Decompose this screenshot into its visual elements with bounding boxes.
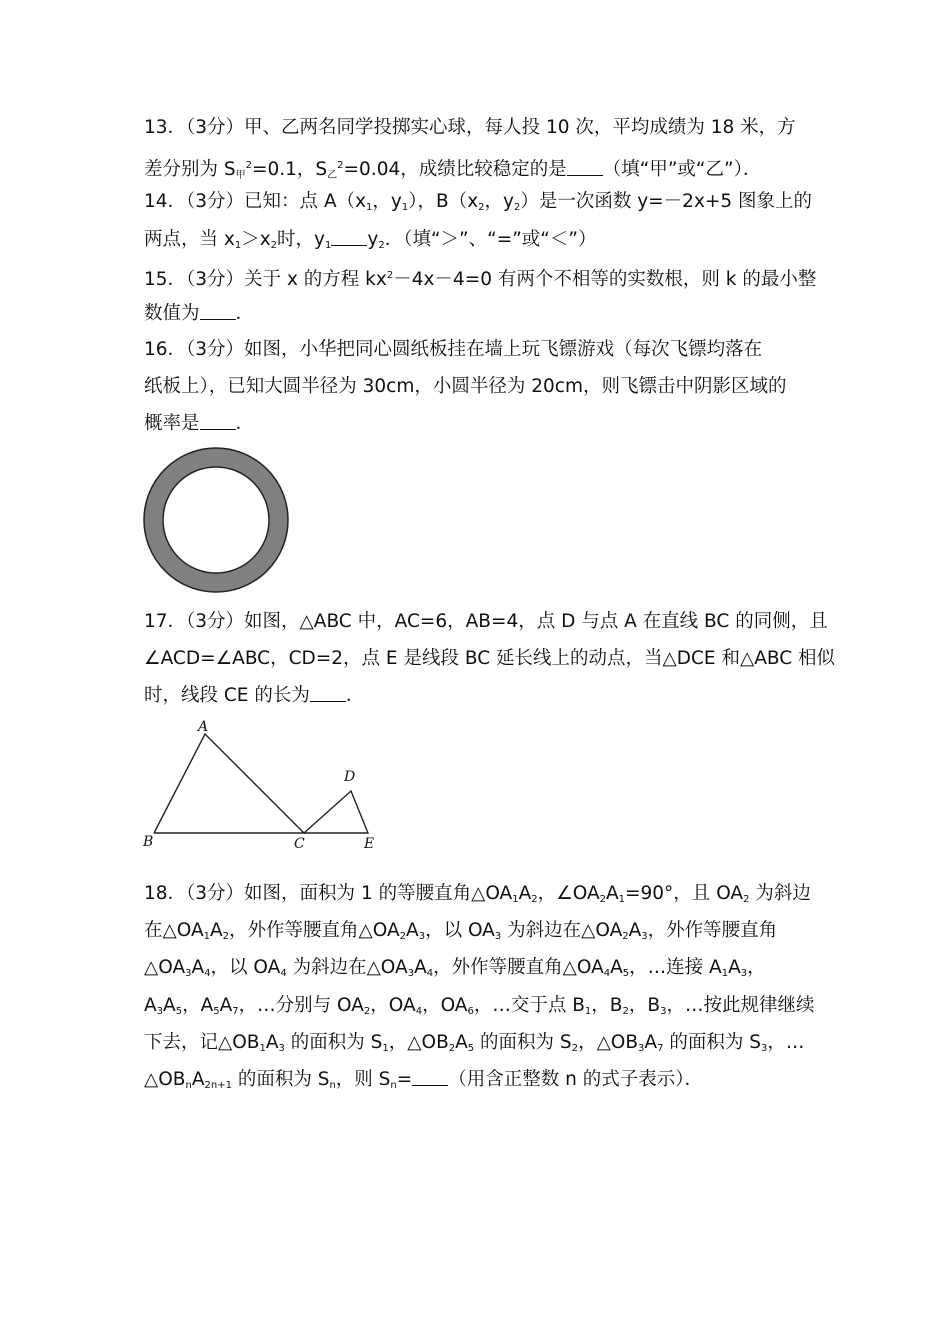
triangle-dce (304, 791, 368, 833)
q17-line-3: 时，线段 CE 的长为 ． (144, 685, 365, 706)
q18-line-5: 下去，记$\triangle OB_1A_3$ 的面积为 $S_1$，$\triangle OB_2A_5$ 的面积为 $S_2$，$\triangle OB_3A_7$ 的面积为 $S_3$，… (144, 1032, 805, 1054)
answer-blank (310, 685, 346, 702)
q15-line-1: 15．（3分）关于 x 的方程 $kx^2-4x-4=0$ 有两个不相等的实数根，则 k 的最小整 (144, 269, 817, 290)
label-b: B (143, 834, 154, 850)
label-e: E (364, 836, 375, 852)
q16-line-1: 16．（3分）如图，小华把同心圆纸板挂在墙上玩飞镖游戏（每次飞镖均落在 (144, 339, 763, 360)
q16-line-2: 纸板上），已知大圆半径为 30cm，小圆半径为 20cm，则飞镖击中阴影区域的 (144, 376, 787, 397)
answer-blank (200, 413, 236, 430)
triangle-abc (154, 734, 304, 833)
answer-blank (567, 159, 603, 176)
label-c: C (294, 836, 305, 852)
answer-blank (412, 1069, 448, 1086)
q17-line-1: 17．（3分）如图，△ABC 中，AC=6，AB=4，点 D 与点 A 在直线 BC 的同侧，且 (144, 611, 828, 632)
q18-line-3: $\triangle OA_3A_4$，以 $OA_4$ 为斜边在$\triangle OA_3A_4$，外作等腰直角$\triangle OA_4A_5$，…连接 $A_1A_3$， (144, 957, 766, 979)
q16-line-3: 概率是 ． (144, 413, 255, 434)
q13-line-1: 13．（3分）甲、乙两名同学投掷实心球，每人投 10 次，平均成绩为 18 米，方 (144, 117, 796, 138)
concentric-circles-figure (140, 446, 292, 594)
triangle-figure (138, 712, 388, 857)
q18-line-4: $A_3A_5$，$A_5A_7$，…分别与 $OA_2$，$OA_4$，$OA_6$，…交于点 $B_1$，$B_2$，$B_3$，…按此规律继续 (144, 995, 815, 1017)
q18-line-1: 18．（3分）如图，面积为 1 的等腰直角$\triangle OA_1A_2$，$\angle OA_2A_1=90^\circ$，且 $OA_2$ 为斜边 (144, 883, 811, 905)
q14-line-1: 14．（3分）已知：点 $A(x_1$，$y_1$），$B(x_2$，$y_2$）是一次函数 y=－2x+5 图象上的 (144, 191, 813, 213)
label-d: D (344, 769, 356, 785)
answer-blank (200, 303, 236, 320)
q17-line-2: ∠ACD=∠ABC，CD=2，点 E 是线段 BC 延长线上的动点，当△DCE 和△ABC 相似 (144, 648, 836, 669)
q13-line-2: 差分别为 $S_甲^2=0.1$，$S_乙^2=0.04$，成绩比较稳定的是 （填“甲”或“乙”）． (144, 159, 762, 181)
label-a: A (198, 719, 209, 735)
q18-line-2: 在$\triangle OA_1A_2$，外作等腰直角$\triangle OA_2A_3$，以 $OA_3$ 为斜边在$\triangle OA_2A_3$，外作等腰直角 (144, 920, 778, 942)
inner-circle (163, 467, 269, 573)
q15-line-2: 数值为 ． (144, 303, 255, 324)
q18-line-6: $\triangle OB_nA_{2n+1}$ 的面积为 $S_n$，则 $S_n=$ （用含正整数 n 的式子表示）． (144, 1069, 704, 1091)
answer-blank (331, 229, 367, 246)
q14-line-2: 两点，当 $x_1>x_2$时，$y_1$ $y_2$．（填“＞”、“=”或“＜”） (144, 229, 597, 251)
